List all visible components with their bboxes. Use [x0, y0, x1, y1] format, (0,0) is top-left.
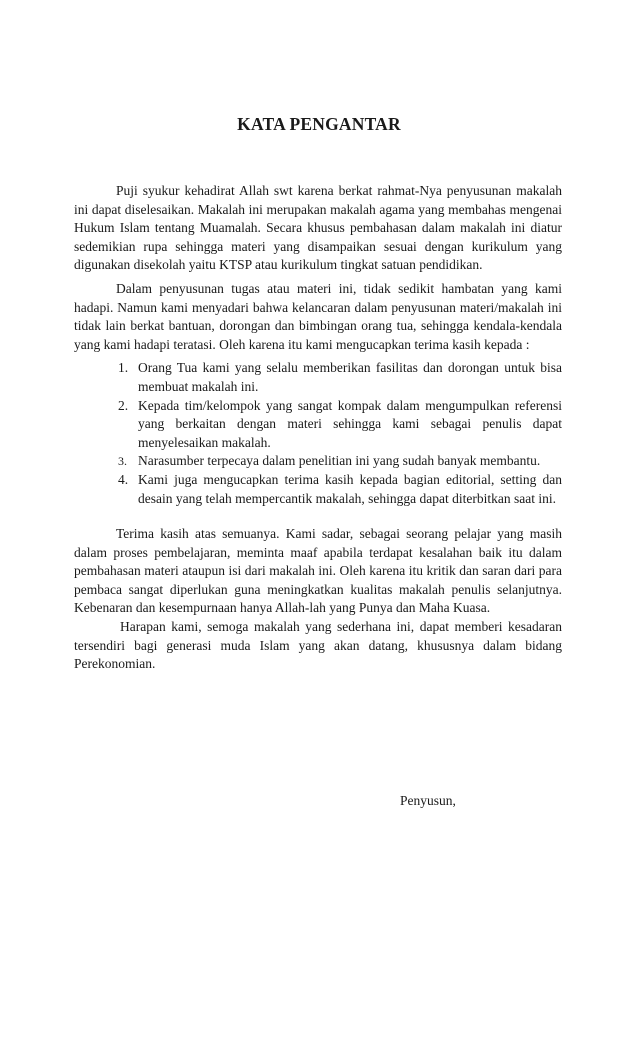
- paragraph-hope: Harapan kami, semoga makalah yang sederhana ini, dapat memberi kesadaran tersendiri bagi generasi muda Islam yang akan datang, khususnya dalam bidang Perekonomian.: [74, 619, 562, 672]
- list-number: 3.: [118, 454, 127, 469]
- list-text: Narasumber terpecaya dalam penelitian ini yang sudah banyak membantu.: [138, 453, 541, 469]
- paragraph-apology: Terima kasih atas semuanya. Kami sadar, sebagai seorang pelajar yang masih dalam proses pembelajaran, meminta maaf apabila terdapat kesalahan baik itu dalam pembahasan materi ataupun isi dari makalah ini. Oleh karena itu kritik dan saran dari para pembaca sangat diperlukan guna meningkatkan kualitas makalah penulis selanjutnya. Kebenaran dan kesempurnaan hanya Allah-lah yang Punya dan Maha Kuasa.: [74, 526, 562, 616]
- list-item: [74, 359, 562, 396]
- page-title: KATA PENGANTAR: [237, 114, 401, 134]
- list-number: 1.: [118, 360, 129, 376]
- list-number: 2.: [118, 397, 129, 413]
- list-text: Kami juga mengucapkan terima kasih kepada bagian editorial, setting dan desain yang telah mempercantik makalah, sehingga dapat diterbitkan saat ini.: [138, 471, 562, 506]
- list-text: Orang Tua kami yang selalu memberikan fasilitas dan dorongan untuk bisa membuat makalah ini.: [138, 360, 562, 394]
- list-text: Kepada tim/kelompok yang sangat kompak dalam mengumpulkan referensi yang berkaitan dengan materi sehingga kami sebagai penulis dapat menyelesaikan makalah.: [138, 397, 562, 450]
- paragraph-acknowledgement: Dalam penyusunan tugas atau materi ini, tidak sedikit hambatan yang kami hadapi. Namun kami menyadari bahwa kelancaran dalam penyusunan materi/makalah ini tidak lain berkat bantuan, dorongan dan bimbingan orang tua, sehingga kendala-kendala yang kami hadapi teratasi. Oleh karena itu kami mengucapkan terima kasih kepada :: [74, 280, 562, 352]
- list-item: [74, 471, 562, 508]
- list-item: [74, 452, 562, 471]
- document-body: [74, 182, 562, 674]
- thanks-list: [74, 359, 562, 508]
- list-number: 4.: [118, 471, 129, 487]
- list-item: [74, 397, 562, 453]
- paragraph-intro: Puji syukur kehadirat Allah swt karena berkat rahmat-Nya penyusunan makalah ini dapat diselesaikan. Makalah ini merupakan makalah agama yang membahas mengenai Hukum Islam tentang Muamalah. Secara khusus pembahasan dalam makalah ini diatur sedemikian rupa sehingga materi yang disampaikan sesuai dengan kurikulum yang digunakan disekolah yaitu KTSP atau kurikulum tingkat satuan pendidikan.: [74, 183, 562, 273]
- signature: Penyusun,: [400, 793, 456, 808]
